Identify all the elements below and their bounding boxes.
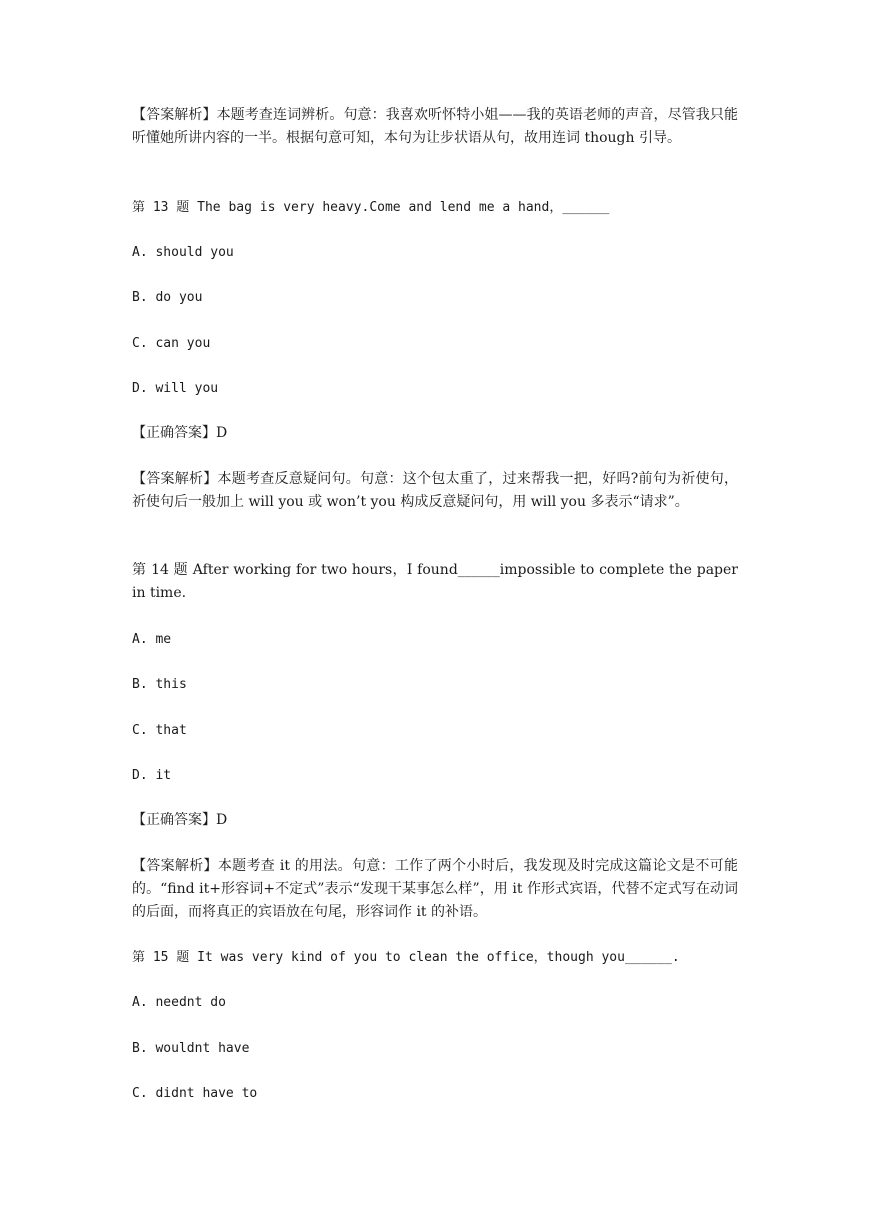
- question-14: 第 14 题 After working for two hours，I found______impossible to complete the paper in time.: [132, 562, 738, 601]
- correct-answer-13: 【正确答案】D: [132, 425, 228, 441]
- option-13-c: C. can you: [132, 336, 211, 351]
- answer-explanation-12: 【答案解析】本题考查连词辨析。句意：我喜欢听怀特小姐——我的英语老师的声音，尽管我只能听懂她所讲内容的一半。根据句意可知，本句为让步状语从句，故用连词 though 引导。: [132, 107, 738, 146]
- correct-answer-14: 【正确答案】D: [132, 812, 228, 828]
- question-13: 第 13 题 The bag is very heavy.Come and lend me a hand，______: [132, 200, 610, 215]
- option-13-b: B. do you: [132, 290, 203, 305]
- option-15-c: C. didnt have to: [132, 1086, 258, 1101]
- option-15-a: A. neednt do: [132, 995, 226, 1010]
- question-15: 第 15 题 It was very kind of you to clean the office，though you______.: [132, 950, 680, 965]
- answer-explanation-14: 【答案解析】本题考查 it 的用法。句意：工作了两个小时后，我发现及时完成这篇论文是不可能的。“find it+形容词+不定式”表示“发现干某事怎么样”，用 it 作形式宾语，代替不定式写在动词的后面，而将真正的宾语放在句尾，形容词作 it 的补语。: [132, 858, 738, 920]
- option-13-d: D. will you: [132, 381, 219, 396]
- option-15-b: B. wouldnt have: [132, 1041, 250, 1056]
- option-14-c: C. that: [132, 723, 187, 738]
- option-13-a: A. should you: [132, 245, 234, 260]
- option-14-b: B. this: [132, 677, 187, 692]
- answer-explanation-13: 【答案解析】本题考查反意疑问句。句意：这个包太重了，过来帮我一把，好吗?前句为祈使句，祈使句后一般加上 will you 或 won’t you 构成反意疑问句，用 will you 多表示“请求”。: [132, 471, 738, 510]
- option-14-a: A. me: [132, 632, 172, 647]
- option-14-d: D. it: [132, 768, 172, 783]
